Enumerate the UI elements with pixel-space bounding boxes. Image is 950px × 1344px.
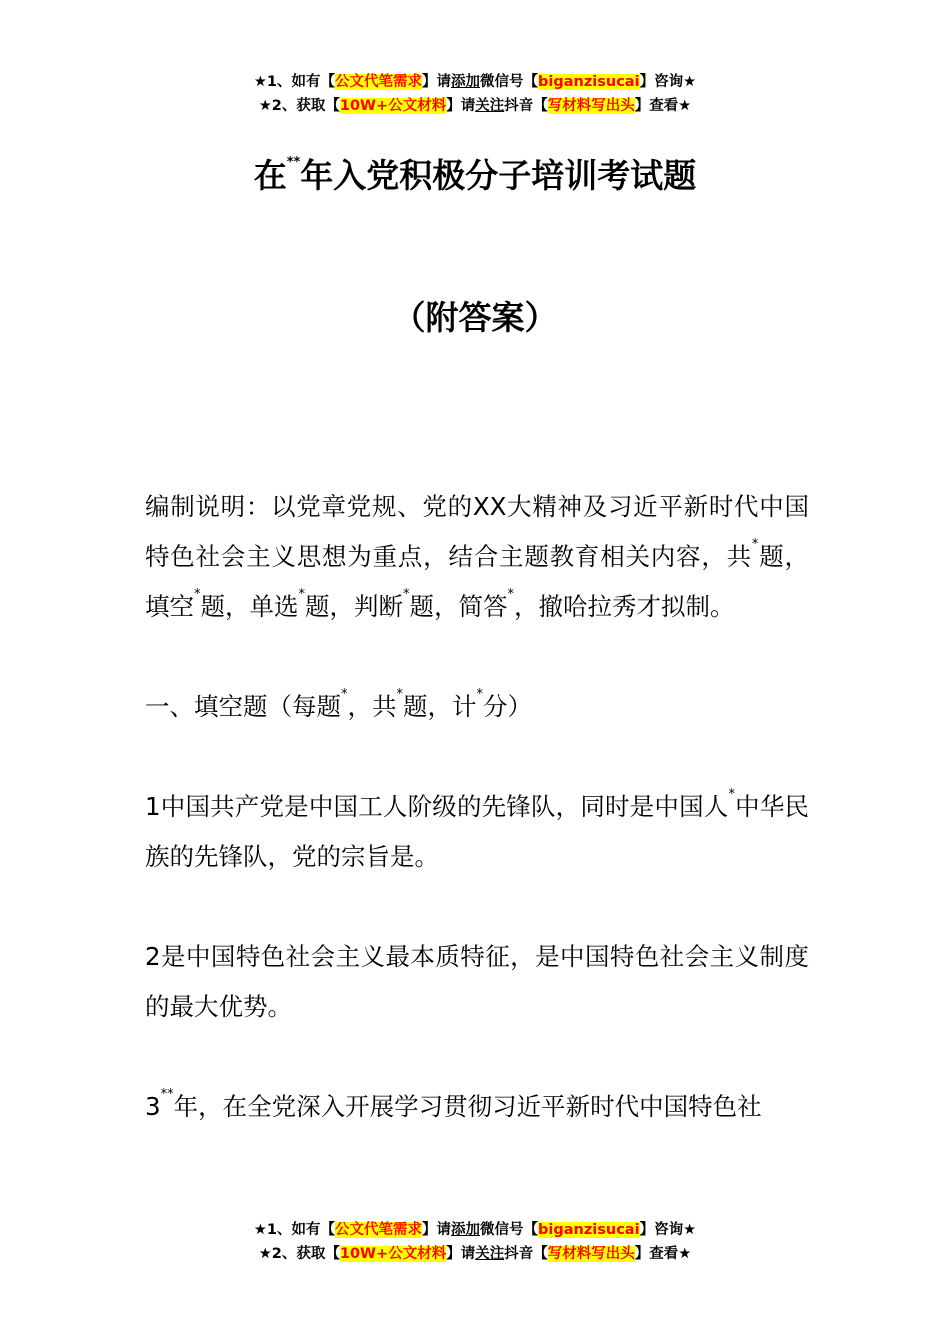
banner-text: ★1、如有【 [253, 74, 336, 90]
intro-text: 编制说明：以党章党规、党的XX大精神及习近平新时代中国特色社会主义思想为重点，结合主题教育相关内容，共 [145, 492, 809, 571]
intro-text: 题，单选 [200, 592, 299, 621]
star: * [396, 687, 403, 702]
question-text: 3 [145, 1092, 161, 1121]
banner-text: 】咨询★ [639, 1222, 697, 1238]
banner-line-2 [0, 1242, 950, 1266]
intro-text: 题，简答 [409, 592, 508, 621]
star: * [403, 587, 410, 602]
document-subtitle: （附答案） [392, 298, 558, 337]
section-text: ，共 [347, 692, 397, 721]
top-banner [0, 70, 950, 118]
banner-underline: 添加 [451, 1222, 481, 1238]
intro-text: 题，填空 [145, 542, 809, 621]
banner-text: 抖音【 [504, 98, 548, 114]
section-text: 题，计 [403, 692, 477, 721]
banner-highlight: 公文代笔需求 [335, 74, 423, 90]
document-title [0, 150, 950, 197]
banner-text: ★2、获取【 [258, 98, 340, 114]
banner-highlight: biganzisucai [538, 1222, 640, 1238]
banner-underline: 关注 [475, 1246, 505, 1262]
question-3 [145, 1082, 809, 1132]
star: * [298, 587, 305, 602]
question-2: 2是中国特色社会主义最本质特征，是中国特色社会主义制度的最大优势。 [145, 942, 809, 1021]
section-heading [145, 682, 809, 732]
banner-text: ★1、如有【 [253, 1222, 336, 1238]
question-text: 年，在全党深入开展学习贯彻习近平新时代中国特色社 [173, 1092, 762, 1121]
banner-line-1 [0, 1218, 950, 1242]
banner-text: 】请 [422, 1222, 452, 1238]
question-text: 1中国共产党是中国工人阶级的先锋队，同时是中国人 [145, 792, 729, 821]
banner-text: 】请 [422, 74, 452, 90]
star: * [341, 687, 348, 702]
banner-text: 】查看★ [634, 98, 692, 114]
question-1 [145, 782, 809, 882]
section-text: 一、填空题（每题 [145, 692, 341, 721]
banner-text: 】查看★ [634, 1246, 692, 1262]
star: * [751, 537, 759, 552]
star: * [194, 587, 201, 602]
banner-text: 微信号【 [480, 1222, 539, 1238]
banner-highlight: 10W+公文材料 [339, 98, 447, 114]
intro-text: ，撤哈拉秀才拟制。 [514, 592, 735, 621]
banner-text: ★2、获取【 [258, 1246, 340, 1262]
banner-underline: 添加 [451, 74, 481, 90]
star: * [507, 587, 514, 602]
banner-text: 】咨询★ [639, 74, 697, 90]
title-text: 在 [253, 156, 287, 195]
title-text: 年入党积极分子培训考试题 [300, 156, 697, 195]
intro-text: 题，判断 [305, 592, 403, 621]
banner-highlight: 公文代笔需求 [335, 1222, 423, 1238]
banner-line-1 [0, 70, 950, 94]
banner-highlight: 写材料写出头 [547, 1246, 635, 1262]
question-text: 中华民族的先锋队，党的宗旨是。 [145, 792, 809, 871]
banner-text: 抖音【 [504, 1246, 548, 1262]
star: ** [160, 1087, 174, 1102]
banner-highlight: 写材料写出头 [547, 98, 635, 114]
star: * [728, 787, 735, 802]
banner-highlight: biganzisucai [538, 74, 640, 90]
section-text: 分） [483, 692, 532, 721]
intro-paragraph [145, 482, 809, 632]
bottom-banner [0, 1218, 950, 1266]
banner-text: 微信号【 [480, 74, 539, 90]
banner-text: 】请 [446, 1246, 476, 1262]
banner-underline: 关注 [475, 98, 505, 114]
title-star: ** [286, 155, 301, 170]
banner-highlight: 10W+公文材料 [339, 1246, 447, 1262]
banner-line-2 [0, 94, 950, 118]
banner-text: 】请 [446, 98, 476, 114]
star: * [476, 687, 483, 702]
document-body [145, 482, 809, 1132]
